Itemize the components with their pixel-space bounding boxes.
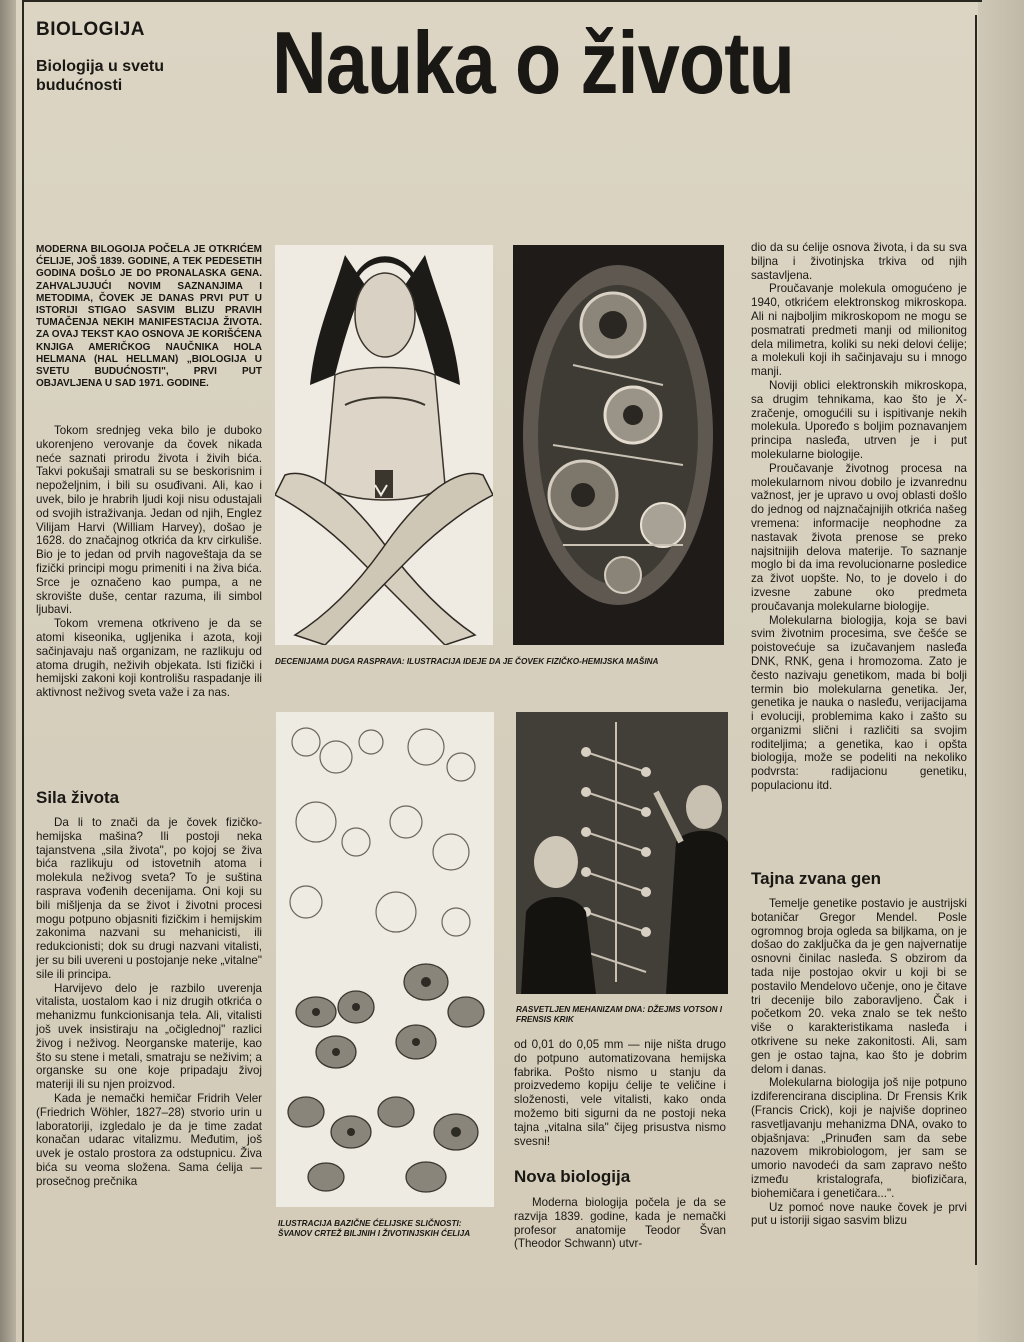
- subheading-sila-zivota: Sila života: [36, 788, 120, 807]
- subheading-tajna-zvana-gen: Tajna zvana gen: [751, 869, 882, 888]
- caption-dna: RASVETLJEN MEHANIZAM DNA: DŽEJMS VOTSON I FRENSIS KRIK: [516, 1005, 723, 1024]
- frame-rule-right: [975, 15, 977, 1265]
- paragraph: Proučavanje životnog procesa na molekularnom nivou dobilo je izvanrednu važnost, jer je upravo u ovoj oblasti došlo do jednog od najznačajnijih otkrića našeg vremena: informacije neophodne za nastavak života prenose se preko najsitnijih delova materije. To saznanje moglo bi da ima revolucionarne posledice za život uopšte. No, to je dovelo i do izvesne zabune oko predmeta proučavanja molekularne biologije.: [751, 461, 967, 613]
- paragraph: Uz pomoć nove nauke čovek je prvi put u istoriji sigao sasvim blizu: [751, 1200, 967, 1228]
- paragraph: Moderna biologija počela je da se razvija 1839. godine, kada je nemački profesor anatomije Teodor Švan (Theodor Schwann) utvr-: [514, 1196, 726, 1251]
- page-edge-shadow: [0, 0, 16, 1342]
- column-1-bottom: [36, 816, 262, 1189]
- section-subtitle: Biologija u svetu budućnosti: [36, 58, 165, 94]
- paragraph: dio da su ćelije osnova života, i da su sva biljna i životinjska trkiva od njih sastavljena.: [751, 241, 967, 282]
- photo-mechanical-man: [513, 245, 724, 645]
- column-mid-bottom: [514, 1196, 726, 1251]
- machine-illustration: [513, 245, 724, 645]
- caption-cells: ILUSTRACIJA BAZIČNE ĆELIJSKE SLIČNOSTI: ŠVANOV CRTEŽ BILJNIH I ŽIVOTINJSKIH ĆELIJA: [278, 1219, 471, 1238]
- paragraph: Tokom srednjeg veka bilo je duboko ukorenjeno verovanje da čovek nikada neće saznati prirodu života i živih bića. Takvi pokušaji smatrali su se beskorisnim i nepoželjnim, i bili su osuđivani. Ali, kao i uvek, bilo je hrabrih ljudi koji nisu odustajali od svojih istraživanja. Jedan od njih, Englez Vilijam Harvi (William Harvey), došao je 1628. do značajnog otkrića da krv cirkuliše. Bio je to jedan od prvih nagoveštaja da se fizički principi mogu primeniti i na živa bića. Srce je označeno kao pumpa, a ne skrovište duše, centar razuma, ili simbol ljubavi.: [36, 424, 262, 617]
- paragraph: Molekularna biologija još nije potpuno izdiferencirana disciplina. Dr Frensis Krik (Francis Crick), koji je najviše doprineo rasvetljavanju mehanizma DNA, ovako to objašnjava: „Prinuđen sam da sebe nazovem mikrobiologom, jer sam se umorio navodeći da sam zapravo nešto između kristalografa, biofizičara, biohemičara i genetičara...".: [751, 1076, 967, 1200]
- frame-rule-left: [22, 0, 24, 1342]
- column-right-bottom: [751, 897, 967, 1228]
- photo-seated-figure: [275, 245, 493, 645]
- paragraph: Da li to znači da je čovek fizičko-hemijska mašina? Ili postoji neka tajanstvena „sila života", po kojoj se živa bića razlikuju od istovetnih atoma i molekula neživog sveta? To je suština rasprava vođenih decenijama. Oni koji su bili mišljenja da se život i životni procesi mogu potpuno objasniti fizičkim i hemijskim zakonima nazvani su mehanicisti, ili redukcionisti; dok su drugi nazvani vitalisti, jer su bili uvereni u postojanje neke „vitalne" sile ili principa.: [36, 816, 262, 981]
- paragraph: od 0,01 do 0,05 mm — nije ništa drugo do potpuno automatizovana hemijska fabrika. Pošto nismo u stanju da proizvedemo kopiju ćelije te veličine i složenosti, vele vitalisti, kako onda možemo biti sigurni da ne postoji neka tajna „vitalna sila" čijeg prisustva nismo svesni!: [514, 1038, 726, 1148]
- paragraph: Tokom vremena otkriveno je da se atomi kiseonika, ugljenika i azota, koji sačinjavaju naš organizam, ne razlikuju od atoma drugih, neživih objekata. Isti fizički i hemijski zakoni koji kontrolišu raspadanje ili aktivnost neživog sveta važe i za nas.: [36, 617, 262, 700]
- column-mid-top: [514, 1038, 726, 1148]
- column-right-top: [751, 241, 967, 793]
- dna-model-photo: [516, 712, 728, 994]
- paragraph: Proučavanje molekula omogućeno je 1940, otkrićem elektronskog mikroskopa. Ali ni najboljim mikroskopom ne mogu se posmatrati predmeti manji od milionitog dela milimetra, koliki su neki delovi ćelije; a molekuli koji ih sačinjavaju su i mnogo manji.: [751, 282, 967, 379]
- caption-machine: DECENIJAMA DUGA RASPRAVA: ILUSTRACIJA IDEJE DA JE ČOVEK FIZIČKO-HEMIJSKA MAŠINA: [275, 657, 659, 666]
- paragraph: Noviji oblici elektronskih mikroskopa, sa drugim tehnikama, kao što je X-zračenje, omogućili su i ispitivanje nekih molekula. Upoređo s boljim poznavanjem principa nasleđa, utrven je i put molekularne biologije.: [751, 378, 967, 461]
- subheading-nova-biologija: Nova biologija: [514, 1167, 631, 1186]
- section-label: BIOLOGIJA: [36, 19, 146, 40]
- seated-figure-illustration: [275, 245, 493, 645]
- photo-watson-crick: [516, 712, 728, 994]
- paragraph: Molekularna biologija, koja se bavi svim životnim procesima, sve češće se poistovećuje sa izučavanjem nasleđa DNK, RNK, gena i hromozoma. Zato je često nazivaju genetikom, mada bi bolji termin bio molekularna genetika. Jer, genetika je nauka o nasleđu, verijacijama i evoluciji, problemima kako i zašto su organizmi slični i različiti sa svojim roditeljima; a genetika, kao i opšta biologija, može se podeliti na nekoliko podvrsta: radijacionu genetiku, populacionu itd.: [751, 613, 967, 793]
- frame-rule-top: [22, 0, 982, 2]
- article-headline: Nauka o životu: [272, 13, 795, 112]
- paragraph: Harvijevo delo je razbilo uverenja vitalista, uostalom kao i niz drugih otkrića o mehanizmu funkcionisanja tela. Ali, vitalisti još uvek insistiraju na „očiglednoj" razlici živog i neživog. Neorganske materije, kao što su stene i metali, smatraju se neživim; a organske su one koje pripadaju živoj materiji ili su njen proizvod.: [36, 981, 262, 1092]
- paragraph: Temelje genetike postavio je austrijski botaničar Gregor Mendel. Posle ogromnog broja ogleda sa biljkama, on je došao do zaključka da je gen najvernatije osnovni činilac nasleđa. S obzirom da tada nije postojao okvir u koji bi se postavilo Mendelovo učenje, ono je čitave tri decenije bilo zaboravljeno. Čak i početkom 20. veka znalo se tek nešto više o karakteristikama nasleđa i otkrivene su neke zakonitosti. Ali, sam gen je ostao tajna, kao što je dobrim delom i danas.: [751, 897, 967, 1076]
- cell-drawings-illustration: [276, 712, 494, 1207]
- page-edge-right: [978, 0, 1024, 1342]
- article-lead: MODERNA BILOGOIJA POČELA JE OTKRIĆEM ĆELIJE, JOŠ 1839. GODINE, A TEK PEDESETIH GODINA DOŠLO JE DO PRONALASKA GENA. ZAHVALJUJUĆI NOVIM SAZNANJIMA I METODIMA, ČOVEK JE DANAS PRVI PUT U ISTORIJI STIGAO SASVIM BLIZU PRAVIH TUMAČENJA NEKIH MANIFESTACIJA ŽIVOTA. ZA OVAJ TEKST KAO OSNOVA JE KORIŠĆENA KNJIGA AMERIČKOG NAUČNIKA HOLA HELMANA (HAL HELLMAN) „BIOLOGIJA U SVETU BUDUĆNOSTI", PRVI PUT OBJAVLJENA U SAD 1971. GODINE.: [36, 244, 262, 390]
- photo-cell-drawings: [276, 712, 494, 1207]
- paragraph: Kada je nemački hemičar Fridrih Veler (Friedrich Wöhler, 1827–28) stvorio urin u laboratoriji, izgledalo je da je time zadat konačan udarac vitalizmu. Međutim, još uvek je ostalo prostora za odstupnicu. Živa bića su veoma složena. Sama ćelija — prosečnog prečnika: [36, 1091, 262, 1188]
- column-1-top: [36, 424, 262, 700]
